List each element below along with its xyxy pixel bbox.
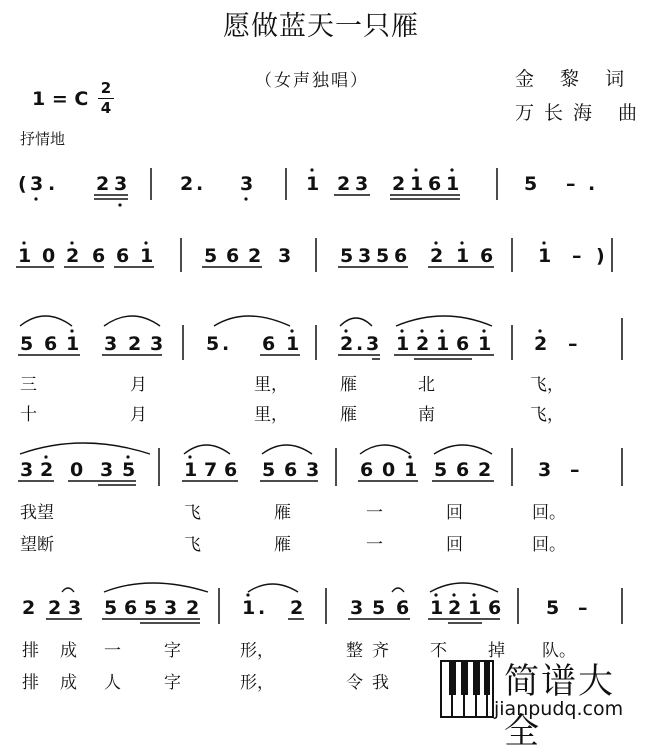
svg-text:(: ( bbox=[18, 173, 27, 195]
svg-text:.: . bbox=[196, 173, 204, 195]
lyric-4-1-5: 回。 bbox=[532, 503, 566, 523]
svg-text:–: – bbox=[568, 333, 578, 355]
svg-text:0: 0 bbox=[70, 459, 84, 481]
svg-text:5: 5 bbox=[524, 173, 538, 195]
svg-text:3: 3 bbox=[366, 333, 380, 355]
svg-text:1: 1 bbox=[430, 597, 444, 619]
svg-text:3: 3 bbox=[350, 597, 364, 619]
song-title: 愿做蓝天一只雁 bbox=[223, 11, 419, 42]
svg-text:1: 1 bbox=[66, 333, 80, 355]
lyric-3-1-4: 北 bbox=[418, 375, 435, 395]
lyric-4-1-0: 我望 bbox=[20, 503, 54, 523]
svg-text:2: 2 bbox=[248, 245, 262, 267]
svg-text:2: 2 bbox=[66, 245, 80, 267]
svg-text:0: 0 bbox=[42, 245, 56, 267]
svg-text:3: 3 bbox=[164, 597, 178, 619]
lyric-5-1-2: 一 bbox=[104, 641, 121, 661]
svg-text:3: 3 bbox=[68, 597, 82, 619]
lyric-5-1-0: 排 bbox=[22, 641, 39, 661]
svg-text:2: 2 bbox=[416, 333, 430, 355]
svg-text:3: 3 bbox=[358, 245, 372, 267]
lyric-5-2-5: 令 bbox=[346, 673, 363, 693]
score-line-3 bbox=[18, 316, 622, 360]
svg-text:1: 1 bbox=[436, 333, 450, 355]
svg-text:6: 6 bbox=[456, 333, 470, 355]
lyric-4-1-4: 回 bbox=[446, 503, 463, 523]
lyric-5-2-1: 成 bbox=[60, 673, 77, 693]
svg-text:2: 2 bbox=[478, 459, 492, 481]
svg-text:3: 3 bbox=[306, 459, 320, 481]
svg-text:5: 5 bbox=[376, 245, 390, 267]
svg-text:6: 6 bbox=[396, 597, 410, 619]
svg-text:2: 2 bbox=[186, 597, 200, 619]
time-signature-top: 2 bbox=[100, 79, 112, 97]
composer-credit: 万长海 曲 bbox=[515, 102, 647, 124]
svg-text:6: 6 bbox=[284, 459, 298, 481]
tempo-marking: 抒情地 bbox=[20, 130, 66, 148]
svg-text:–: – bbox=[566, 173, 576, 195]
lyric-3-2-0: 十 bbox=[20, 405, 37, 425]
svg-text:2: 2 bbox=[22, 597, 36, 619]
lyric-5-1-6: 齐 bbox=[372, 641, 389, 661]
time-signature-bottom: 4 bbox=[100, 99, 112, 117]
svg-text:6: 6 bbox=[226, 245, 240, 267]
svg-text:1: 1 bbox=[456, 245, 470, 267]
svg-text:3: 3 bbox=[150, 333, 164, 355]
piano-keys-icon bbox=[440, 660, 494, 718]
lyric-4-2-1: 飞 bbox=[184, 535, 201, 555]
svg-text:2: 2 bbox=[430, 245, 444, 267]
svg-text:2: 2 bbox=[40, 459, 54, 481]
lyricist-credit: 金 黎 词 bbox=[515, 68, 635, 90]
svg-text:3: 3 bbox=[240, 173, 254, 195]
lyric-3-2-3: 雁 bbox=[340, 405, 357, 425]
lyric-4-2-4: 回 bbox=[446, 535, 463, 555]
svg-text:1: 1 bbox=[286, 333, 300, 355]
svg-text:6: 6 bbox=[428, 173, 442, 195]
svg-text:5: 5 bbox=[204, 245, 218, 267]
svg-text:.: . bbox=[356, 333, 364, 355]
svg-text:6: 6 bbox=[92, 245, 106, 267]
svg-text:6: 6 bbox=[488, 597, 502, 619]
svg-text:5: 5 bbox=[262, 459, 276, 481]
lyric-5-2-4: 形， bbox=[240, 673, 274, 693]
key-signature: 1 = C bbox=[32, 88, 89, 110]
lyric-4-2-3: 一 bbox=[366, 535, 383, 555]
lyric-3-1-3: 雁 bbox=[340, 375, 357, 395]
svg-text:1: 1 bbox=[446, 173, 460, 195]
score-line-2 bbox=[16, 238, 612, 272]
svg-text:3: 3 bbox=[538, 459, 552, 481]
lyric-5-1-7: 不 bbox=[430, 641, 447, 661]
svg-text:3: 3 bbox=[114, 173, 128, 195]
site-logo bbox=[432, 640, 642, 752]
lyric-5-1-8: 掉 bbox=[488, 641, 505, 661]
lyric-3-1-2: 里， bbox=[254, 375, 288, 395]
lyric-5-1-9: 队。 bbox=[542, 641, 576, 661]
svg-text:1: 1 bbox=[538, 245, 552, 267]
svg-text:6: 6 bbox=[480, 245, 494, 267]
lyric-4-1-3: 一 bbox=[366, 503, 383, 523]
svg-text:3: 3 bbox=[104, 333, 118, 355]
svg-text:2: 2 bbox=[290, 597, 304, 619]
svg-text:.: . bbox=[258, 597, 266, 619]
svg-text:2: 2 bbox=[392, 173, 406, 195]
score-line-5 bbox=[22, 583, 622, 624]
svg-text:–: – bbox=[572, 245, 582, 267]
svg-text:1: 1 bbox=[306, 173, 320, 195]
lyric-5-2-3: 字 bbox=[164, 673, 181, 693]
svg-text:6: 6 bbox=[456, 459, 470, 481]
svg-text:2: 2 bbox=[448, 597, 462, 619]
svg-text:0: 0 bbox=[382, 459, 396, 481]
lyric-3-1-1: 月 bbox=[130, 375, 147, 395]
svg-text:6: 6 bbox=[394, 245, 408, 267]
lyric-3-2-4: 南 bbox=[418, 405, 435, 425]
svg-text:5: 5 bbox=[206, 333, 220, 355]
svg-text:5: 5 bbox=[20, 333, 34, 355]
svg-text:5: 5 bbox=[546, 597, 560, 619]
lyric-3-1-0: 三 bbox=[20, 375, 37, 395]
svg-text:6: 6 bbox=[360, 459, 374, 481]
score-line-1 bbox=[18, 168, 595, 207]
svg-text:.: . bbox=[588, 173, 596, 195]
svg-text:2: 2 bbox=[128, 333, 142, 355]
lyric-4-1-2: 雁 bbox=[274, 503, 291, 523]
svg-text:1: 1 bbox=[410, 173, 424, 195]
lyric-5-2-2: 人 bbox=[104, 673, 121, 693]
svg-text:2: 2 bbox=[180, 173, 194, 195]
svg-text:2: 2 bbox=[534, 333, 548, 355]
lyric-5-2-0: 排 bbox=[22, 673, 39, 693]
svg-text:6: 6 bbox=[262, 333, 276, 355]
svg-text:1: 1 bbox=[184, 459, 198, 481]
svg-text:.: . bbox=[48, 173, 56, 195]
svg-text:3: 3 bbox=[100, 459, 114, 481]
performance-note: （女声独唱） bbox=[255, 71, 369, 91]
svg-text:7: 7 bbox=[204, 459, 218, 481]
svg-text:3: 3 bbox=[278, 245, 292, 267]
svg-text:5: 5 bbox=[104, 597, 118, 619]
svg-text:2: 2 bbox=[96, 173, 110, 195]
svg-text:5: 5 bbox=[144, 597, 158, 619]
svg-text:6: 6 bbox=[224, 459, 238, 481]
lyric-4-2-0: 望断 bbox=[20, 535, 54, 555]
svg-text:6: 6 bbox=[116, 245, 130, 267]
lyric-5-1-5: 整 bbox=[346, 641, 363, 661]
svg-text:): ) bbox=[596, 245, 605, 267]
svg-text:2: 2 bbox=[337, 173, 351, 195]
lyric-3-2-2: 里， bbox=[254, 405, 288, 425]
svg-text:1: 1 bbox=[404, 459, 418, 481]
svg-text:6: 6 bbox=[124, 597, 138, 619]
lyric-3-2-1: 月 bbox=[130, 405, 147, 425]
svg-text:1: 1 bbox=[242, 597, 256, 619]
svg-text:–: – bbox=[578, 597, 588, 619]
svg-text:5: 5 bbox=[434, 459, 448, 481]
svg-text:1: 1 bbox=[478, 333, 492, 355]
svg-text:3: 3 bbox=[355, 173, 369, 195]
svg-text:1: 1 bbox=[468, 597, 482, 619]
svg-text:1: 1 bbox=[140, 245, 154, 267]
svg-text:6: 6 bbox=[44, 333, 58, 355]
lyric-3-1-5: 飞， bbox=[530, 375, 564, 395]
score-line-4 bbox=[18, 443, 622, 486]
svg-text:1: 1 bbox=[396, 333, 410, 355]
svg-text:3: 3 bbox=[20, 459, 34, 481]
svg-text:–: – bbox=[570, 459, 580, 481]
lyric-4-2-2: 雁 bbox=[274, 535, 291, 555]
svg-text:.: . bbox=[222, 333, 230, 355]
lyric-4-2-5: 回。 bbox=[532, 535, 566, 555]
svg-text:1: 1 bbox=[18, 245, 32, 267]
svg-text:3: 3 bbox=[30, 173, 44, 195]
lyric-4-1-1: 飞 bbox=[184, 503, 201, 523]
svg-text:2: 2 bbox=[340, 333, 354, 355]
svg-text:5: 5 bbox=[340, 245, 354, 267]
svg-text:5: 5 bbox=[372, 597, 386, 619]
lyric-5-2-6: 我 bbox=[372, 673, 389, 693]
logo-url: jianpudq.com bbox=[494, 698, 624, 720]
logo-brand-text: 简谱大全 bbox=[504, 662, 616, 752]
lyric-3-2-5: 飞， bbox=[530, 405, 564, 425]
lyric-5-1-4: 形， bbox=[240, 641, 274, 661]
lyric-5-1-1: 成 bbox=[60, 641, 77, 661]
svg-text:2: 2 bbox=[48, 597, 62, 619]
svg-text:5: 5 bbox=[122, 459, 136, 481]
lyric-5-1-3: 字 bbox=[164, 641, 181, 661]
